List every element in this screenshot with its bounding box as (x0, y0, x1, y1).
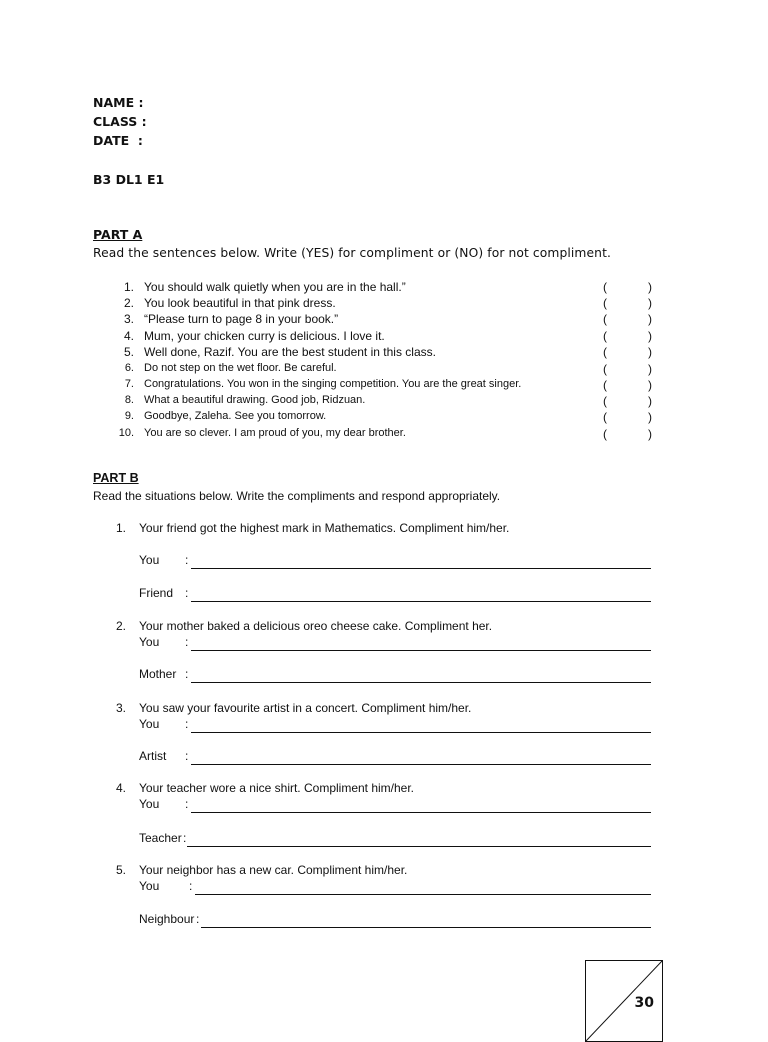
item-sentence: “Please turn to page 8 in your book.” (144, 312, 339, 326)
answer-close-paren: ) (648, 362, 652, 376)
item-number: 9. (124, 410, 134, 422)
write-line[interactable] (191, 682, 651, 683)
item-sentence: You look beautiful in that pink dress. (144, 296, 336, 310)
item-number: 1. (123, 280, 134, 294)
speaker-label: Mother (139, 667, 177, 681)
answer-line-teacher[interactable] (139, 831, 651, 847)
speaker-colon: : (183, 831, 187, 845)
item-sentence: You should walk quietly when you are in the hall.” (144, 280, 406, 294)
item-sentence: Congratulations. You won in the singing competition. You are the great singer. (144, 378, 522, 390)
item-sentence: Do not step on the wet floor. Be careful. (144, 362, 337, 374)
worksheet-code: B3 DL1 E1 (93, 172, 165, 187)
answer-close-paren: ) (648, 345, 652, 359)
item-number: 2. (123, 296, 134, 310)
answer-close-paren: ) (648, 312, 652, 326)
part-a-item (0, 410, 768, 426)
item-sentence: Mum, your chicken curry is delicious. I love it. (144, 329, 385, 343)
item-number: 6. (124, 362, 134, 374)
answer-open-paren: ( (603, 296, 607, 310)
part-a-item (0, 312, 768, 328)
question-number: 5. (115, 863, 126, 877)
answer-open-paren: ( (603, 427, 607, 441)
page-number-box (585, 960, 663, 1042)
question-text: You saw your favourite artist in a concert. Compliment him/her. (139, 701, 472, 715)
question-number: 3. (115, 701, 126, 715)
speaker-colon: : (185, 667, 189, 681)
speaker-colon: : (196, 912, 200, 926)
speaker-label: Friend (139, 586, 174, 600)
question-number: 4. (115, 781, 126, 795)
item-sentence: You are so clever. I am proud of you, my dear brother. (144, 427, 406, 439)
speaker-label: Artist (139, 749, 167, 763)
class-label: CLASS (93, 114, 138, 129)
write-line[interactable] (187, 846, 651, 847)
speaker-colon: : (185, 717, 189, 731)
speaker-label: You (139, 635, 160, 649)
part-a-item (0, 280, 768, 296)
write-line[interactable] (191, 601, 651, 602)
item-number: 7. (124, 378, 134, 390)
item-sentence: Goodbye, Zaleha. See you tomorrow. (144, 410, 327, 422)
answer-open-paren: ( (603, 410, 607, 424)
answer-line-friend[interactable] (139, 586, 651, 602)
part-a-item (0, 378, 768, 394)
speaker-label: You (139, 797, 160, 811)
answer-line-you[interactable] (139, 717, 651, 733)
answer-line-you[interactable] (139, 879, 651, 895)
answer-line-you[interactable] (139, 635, 651, 651)
speaker-colon: : (185, 553, 189, 567)
question-text: Your friend got the highest mark in Mathematics. Compliment him/her. (139, 521, 510, 535)
answer-open-paren: ( (603, 312, 607, 326)
class-colon: : (141, 114, 147, 129)
write-line[interactable] (191, 812, 651, 813)
part-a-instruction: Read the sentences below. Write (YES) for compliment or (NO) for not compliment. (93, 246, 611, 260)
item-number: 8. (124, 394, 134, 406)
speaker-label: Teacher (139, 831, 182, 845)
answer-close-paren: ) (648, 427, 652, 441)
part-a-title: PART A (93, 227, 143, 242)
speaker-colon: : (185, 749, 189, 763)
part-b-instruction: Read the situations below. Write the compliments and respond appropriately. (93, 489, 501, 503)
speaker-label: You (139, 717, 160, 731)
write-line[interactable] (191, 568, 651, 569)
answer-open-paren: ( (603, 280, 607, 294)
name-label: NAME (93, 95, 135, 110)
answer-close-paren: ) (648, 410, 652, 424)
part-a-item (0, 362, 768, 378)
page-number: 30 (634, 995, 654, 1011)
item-number: 4. (123, 329, 134, 343)
date-label: DATE (93, 133, 130, 148)
date-colon: : (137, 133, 143, 148)
answer-line-neighbour[interactable] (139, 912, 651, 928)
write-line[interactable] (201, 927, 651, 928)
speaker-label: You (139, 553, 160, 567)
answer-close-paren: ) (648, 296, 652, 310)
speaker-colon: : (185, 797, 189, 811)
speaker-colon: : (185, 586, 189, 600)
part-a-item (0, 296, 768, 312)
speaker-colon: : (185, 635, 189, 649)
answer-close-paren: ) (648, 280, 652, 294)
question-text: Your neighbor has a new car. Compliment him/her. (139, 863, 408, 877)
speaker-label: Neighbour (139, 912, 195, 926)
answer-close-paren: ) (648, 329, 652, 343)
item-number: 10. (118, 427, 134, 439)
item-sentence: Well done, Razif. You are the best student in this class. (144, 345, 436, 359)
class-field-label (93, 114, 147, 129)
answer-close-paren: ) (648, 394, 652, 408)
answer-open-paren: ( (603, 345, 607, 359)
speaker-colon: : (189, 879, 193, 893)
part-a-item (0, 345, 768, 361)
answer-line-artist[interactable] (139, 749, 651, 765)
answer-line-you[interactable] (139, 553, 651, 569)
write-line[interactable] (191, 732, 651, 733)
write-line[interactable] (191, 764, 651, 765)
answer-open-paren: ( (603, 378, 607, 392)
answer-open-paren: ( (603, 362, 607, 376)
answer-close-paren: ) (648, 378, 652, 392)
date-field-label (93, 133, 143, 148)
answer-line-you[interactable] (139, 797, 651, 813)
question-text: Your teacher wore a nice shirt. Compliment him/her. (139, 781, 415, 795)
answer-line-mother[interactable] (139, 667, 651, 683)
write-line[interactable] (191, 650, 651, 651)
question-number: 1. (115, 521, 126, 535)
name-colon: : (138, 95, 144, 110)
question-number: 2. (115, 619, 126, 633)
part-a-item (0, 394, 768, 410)
item-number: 5. (123, 345, 134, 359)
write-line[interactable] (195, 894, 651, 895)
item-sentence: What a beautiful drawing. Good job, Ridzuan. (144, 394, 366, 406)
speaker-label: You (139, 879, 160, 893)
part-b-title: PART B (93, 471, 139, 485)
name-field-label (93, 95, 143, 110)
item-number: 3. (123, 312, 134, 326)
question-text: Your mother baked a delicious oreo cheese cake. Compliment her. (139, 619, 493, 633)
answer-open-paren: ( (603, 329, 607, 343)
answer-open-paren: ( (603, 394, 607, 408)
part-a-item (0, 329, 768, 345)
part-a-item (0, 427, 768, 443)
